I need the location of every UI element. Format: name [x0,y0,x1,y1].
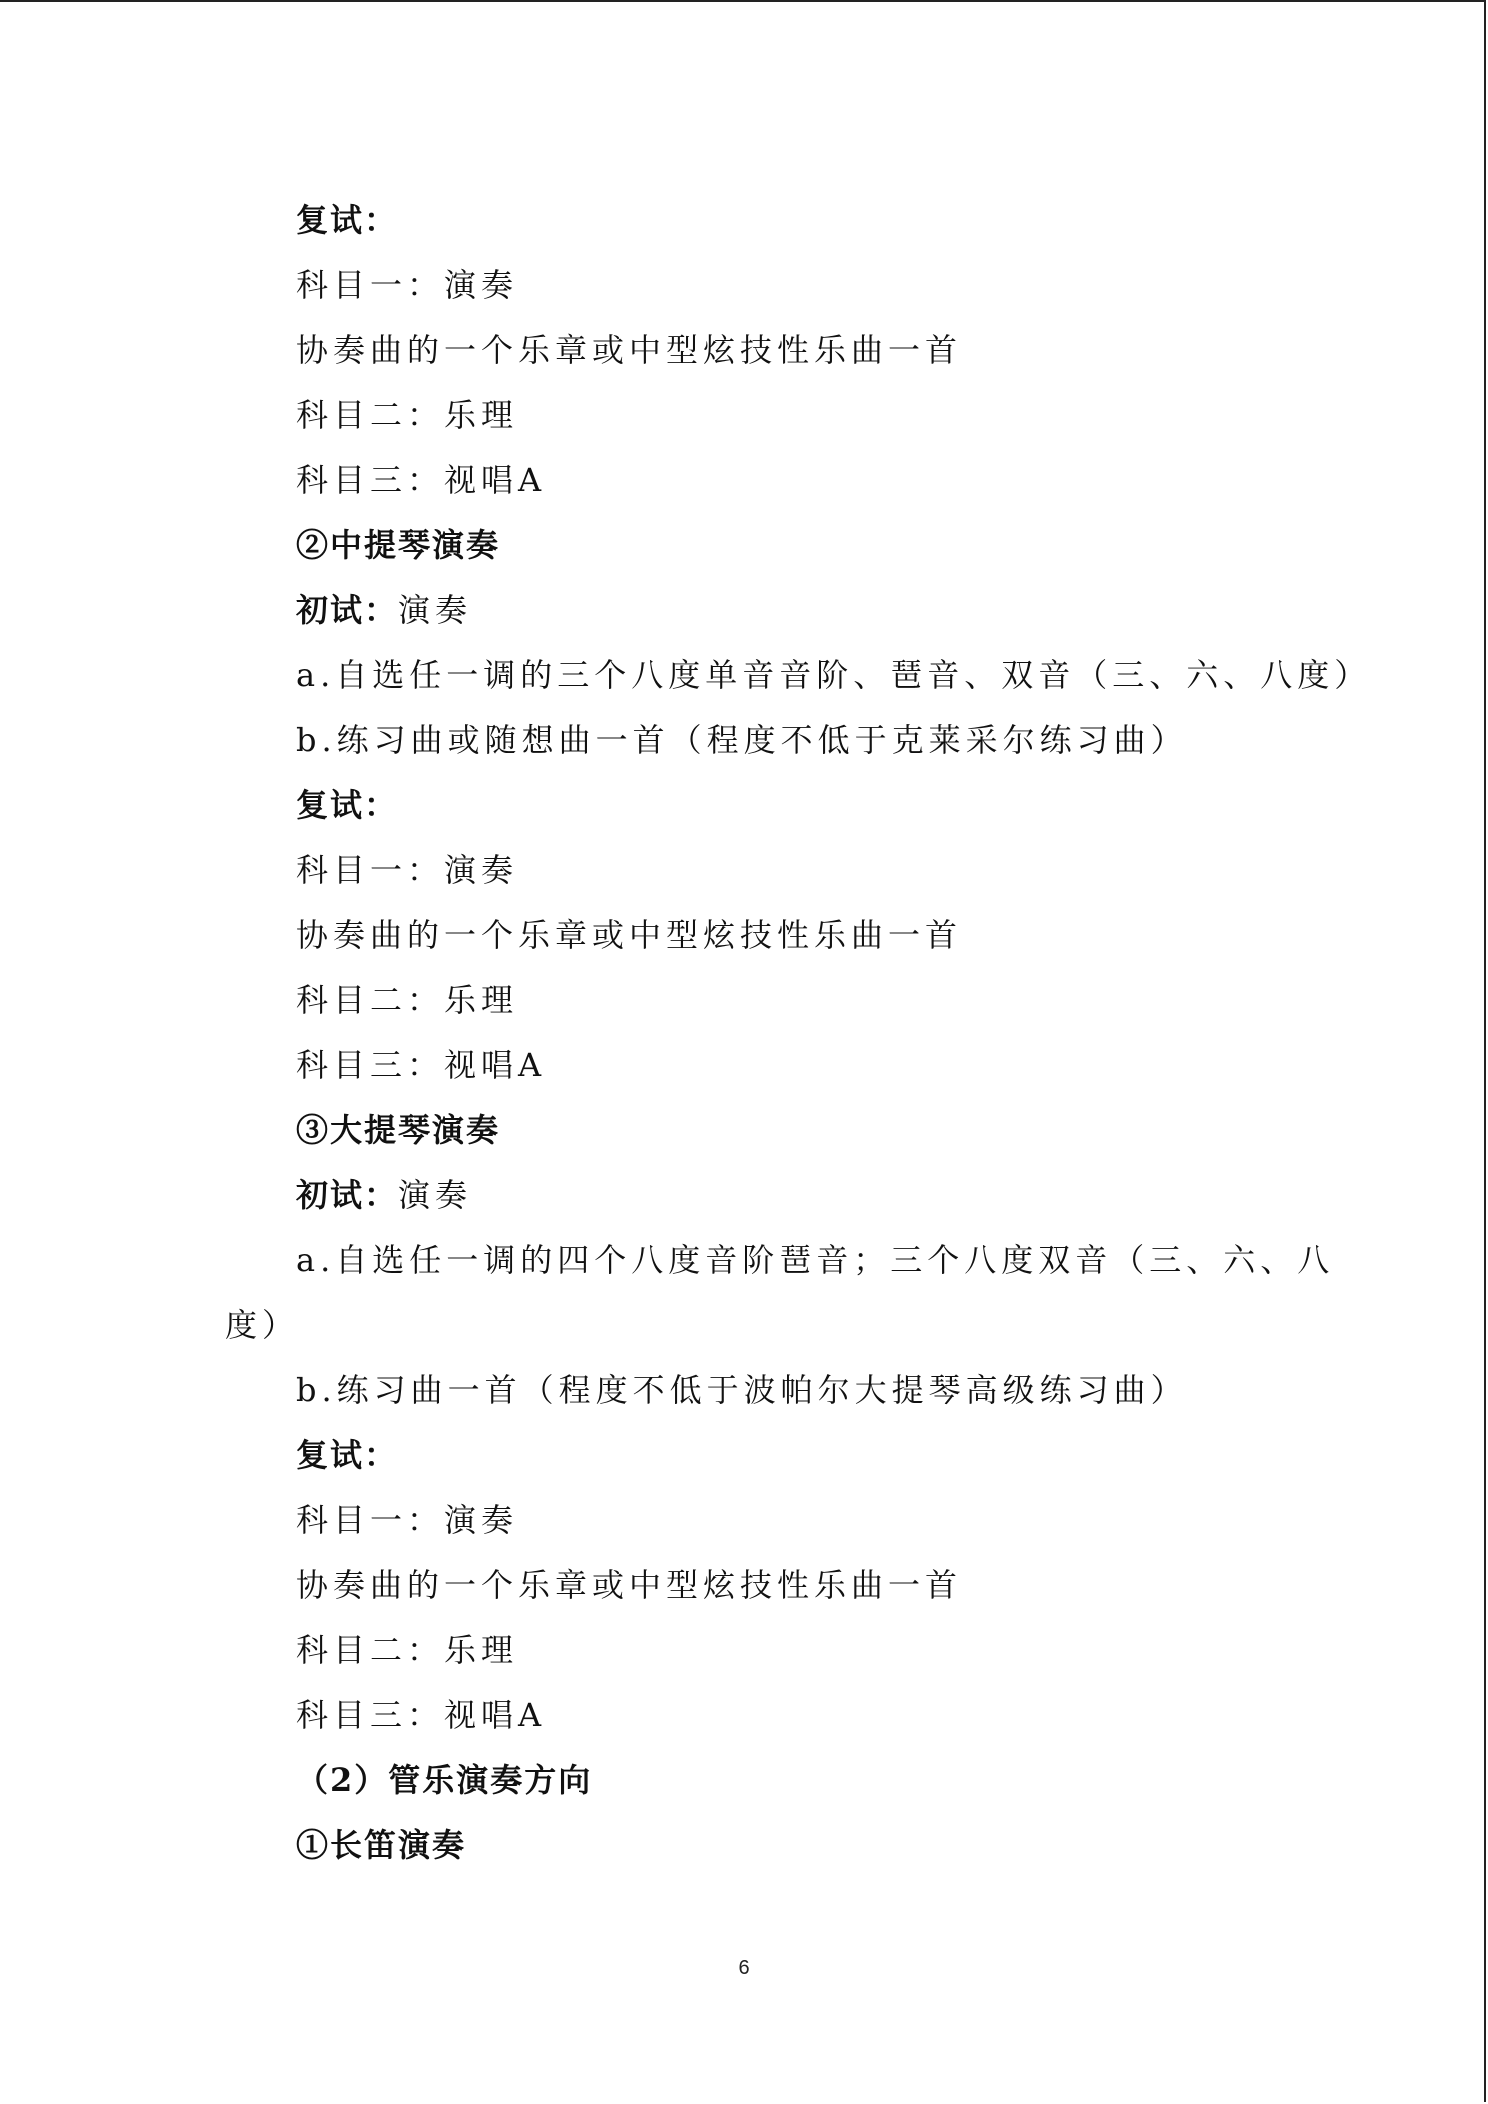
page-number: 6 [738,1957,750,1979]
heading-flute-performance: ①长笛演奏 [296,1826,467,1864]
heading-cello-performance: ③大提琴演奏 [296,1111,501,1149]
subject-two-line: 科目二：乐理 [296,1631,519,1669]
subject-one-line: 科目一：演奏 [296,266,519,304]
heading-retest: 复试： [296,201,399,239]
subject-two-line: 科目二：乐理 [296,396,519,434]
preliminary-exam-value: 演奏 [398,1176,473,1214]
heading-retest: 复试： [296,786,399,824]
etude-requirement-line: b.练习曲或随想曲一首（程度不低于克莱采尔练习曲） [296,721,1188,759]
scales-requirement-line: a.自选任一调的三个八度单音音阶、琶音、双音（三、六、八度） [296,656,1372,694]
subject-three-line: 科目三：视唱A [296,461,547,499]
concerto-requirement-line: 协奏曲的一个乐章或中型炫技性乐曲一首 [296,331,963,369]
concerto-requirement-line: 协奏曲的一个乐章或中型炫技性乐曲一首 [296,916,963,954]
heading-wind-performance-direction: （2）管乐演奏方向 [296,1761,593,1799]
preliminary-exam-line [296,590,472,630]
heading-retest: 复试： [296,1436,399,1474]
scales-requirement-wrap-line: 度） [225,1306,300,1344]
preliminary-exam-label: 初试： [296,591,399,629]
subject-two-line: 科目二：乐理 [296,981,519,1019]
preliminary-exam-value: 演奏 [398,591,473,629]
heading-viola-performance: ②中提琴演奏 [296,526,501,564]
etude-requirement-line: b.练习曲一首（程度不低于波帕尔大提琴高级练习曲） [296,1371,1188,1409]
subject-one-line: 科目一：演奏 [296,1501,519,1539]
subject-three-line: 科目三：视唱A [296,1696,547,1734]
scales-requirement-line: a.自选任一调的四个八度音阶琶音；三个八度双音（三、六、八 [296,1241,1335,1279]
subject-three-line: 科目三：视唱A [296,1046,547,1084]
subject-one-line: 科目一：演奏 [296,851,519,889]
concerto-requirement-line: 协奏曲的一个乐章或中型炫技性乐曲一首 [296,1566,963,1604]
preliminary-exam-label: 初试： [296,1176,399,1214]
preliminary-exam-line [296,1175,472,1215]
